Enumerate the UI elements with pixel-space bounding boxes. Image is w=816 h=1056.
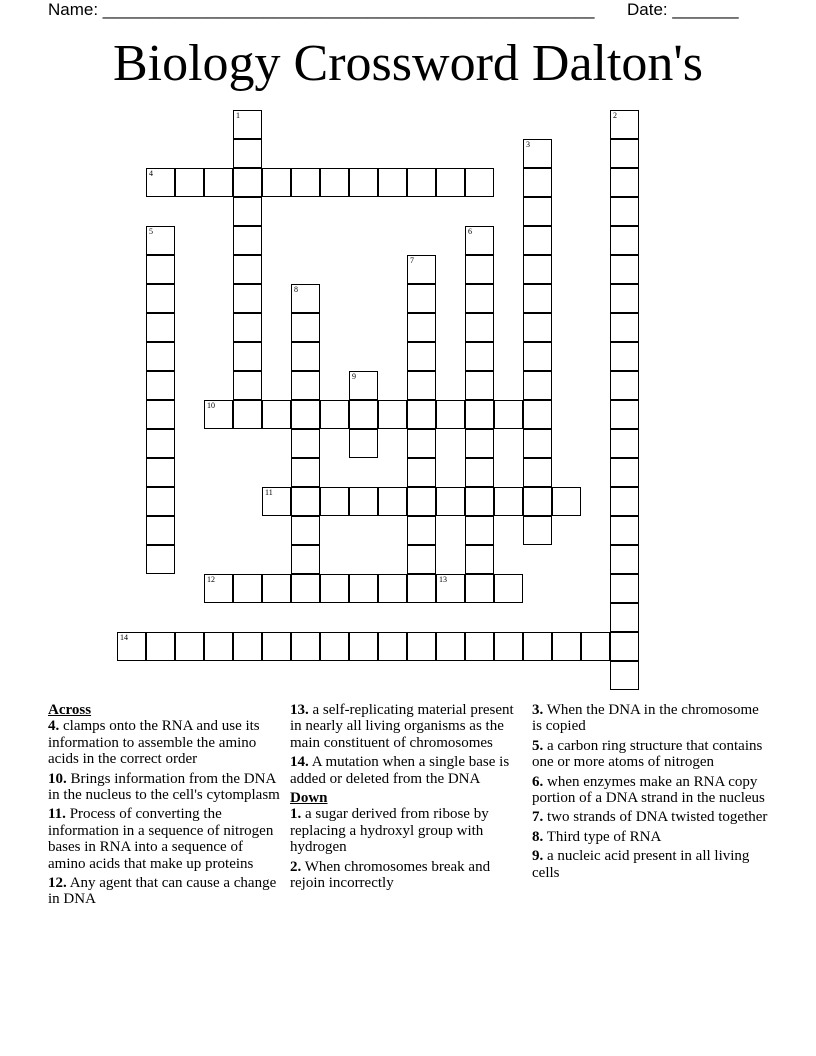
crossword-cell[interactable] (262, 168, 291, 197)
crossword-cell[interactable] (465, 371, 494, 400)
crossword-cell[interactable] (262, 574, 291, 603)
crossword-cell[interactable] (291, 371, 320, 400)
crossword-cell[interactable] (233, 168, 262, 197)
clue-down-2: 2. When chromosomes break and rejoin incorrectly (290, 858, 491, 892)
crossword-cell[interactable] (436, 574, 465, 603)
crossword-cell[interactable] (610, 313, 639, 342)
clue-column-3 (532, 702, 768, 884)
crossword-cell[interactable] (610, 284, 639, 313)
crossword-cell[interactable] (233, 632, 262, 661)
clue-column-1 (48, 702, 284, 911)
crossword-cell[interactable] (262, 487, 291, 516)
clue-across-13: 13. a self-replicating material present in nearly all living organisms as the main constituent of chromosomes (290, 702, 514, 751)
crossword-cell[interactable] (146, 371, 175, 400)
clue-across-11: 11. Process of converting the information in a sequence of nitrogen bases in RNA into a sequence of amino acids that make up proteins (48, 806, 274, 872)
crossword-cell[interactable] (204, 632, 233, 661)
cell-number: 7 (410, 256, 414, 265)
crossword-cell[interactable] (494, 400, 523, 429)
crossword-cell[interactable] (291, 574, 320, 603)
crossword-cell[interactable] (581, 632, 610, 661)
crossword-cell[interactable] (146, 255, 175, 284)
crossword-cell[interactable] (291, 342, 320, 371)
clue-across-10: 10. Brings information from the DNA in the nucleus to the cell's cytomplasm (48, 770, 280, 804)
crossword-cell[interactable] (320, 487, 349, 516)
crossword-cell[interactable] (349, 168, 378, 197)
crossword-cell[interactable] (349, 371, 378, 400)
crossword-cell[interactable] (465, 284, 494, 313)
crossword-cell[interactable] (291, 632, 320, 661)
across-heading: Across (48, 702, 92, 718)
crossword-cell[interactable] (204, 574, 233, 603)
crossword-cell[interactable] (291, 458, 320, 487)
crossword-cell[interactable] (610, 400, 639, 429)
clue-down-6: 6. when enzymes make an RNA copy portion of a DNA strand in the nucleus (532, 773, 765, 807)
crossword-cell[interactable] (436, 487, 465, 516)
crossword-cell[interactable] (610, 458, 639, 487)
crossword-cell[interactable] (320, 168, 349, 197)
crossword-cell[interactable] (523, 168, 552, 197)
crossword-cell[interactable] (552, 632, 581, 661)
crossword-cell[interactable] (465, 429, 494, 458)
crossword-cell[interactable] (610, 226, 639, 255)
crossword-cell[interactable] (465, 516, 494, 545)
clue-down-5: 5. a carbon ring structure that contains one or more atoms of nitrogen (532, 737, 763, 771)
crossword-cell[interactable] (146, 487, 175, 516)
crossword-cell[interactable] (610, 197, 639, 226)
crossword-cell[interactable] (610, 168, 639, 197)
crossword-cell[interactable] (552, 487, 581, 516)
crossword-cell[interactable] (233, 400, 262, 429)
crossword-cell[interactable] (523, 255, 552, 284)
down-heading: Down (290, 790, 328, 807)
cell-number: 4 (149, 169, 153, 178)
crossword-cell[interactable] (349, 487, 378, 516)
crossword-cell[interactable] (465, 313, 494, 342)
cell-number: 2 (613, 111, 617, 120)
crossword-cell[interactable] (436, 632, 465, 661)
crossword-cell[interactable] (407, 168, 436, 197)
crossword-cell[interactable] (523, 371, 552, 400)
crossword-cell[interactable] (233, 139, 262, 168)
cell-number: 10 (207, 401, 215, 410)
crossword-cell[interactable] (233, 342, 262, 371)
crossword-cell[interactable] (291, 429, 320, 458)
crossword-cell[interactable] (465, 400, 494, 429)
cell-number: 8 (294, 285, 298, 294)
crossword-cell[interactable] (523, 226, 552, 255)
crossword-cell[interactable] (146, 342, 175, 371)
crossword-cell[interactable] (291, 400, 320, 429)
crossword-cell[interactable] (291, 284, 320, 313)
crossword-cell[interactable] (465, 255, 494, 284)
crossword-cell[interactable] (610, 661, 639, 690)
crossword-cell[interactable] (465, 487, 494, 516)
crossword-cell[interactable] (175, 168, 204, 197)
cell-number: 12 (207, 575, 215, 584)
crossword-cell[interactable] (523, 429, 552, 458)
crossword-cell[interactable] (262, 400, 291, 429)
clue-across-14: 14. A mutation when a single base is added or deleted from the DNA (290, 754, 510, 787)
crossword-cell[interactable] (407, 545, 436, 574)
crossword-cell[interactable] (465, 632, 494, 661)
clue-across-12: 12. Any agent that can cause a change in DNA (48, 875, 277, 908)
crossword-cell[interactable] (146, 429, 175, 458)
crossword-cell[interactable] (407, 342, 436, 371)
crossword-cell[interactable] (436, 168, 465, 197)
crossword-cell[interactable] (320, 574, 349, 603)
crossword-cell[interactable] (407, 458, 436, 487)
cell-number: 9 (352, 372, 356, 381)
crossword-cell[interactable] (523, 632, 552, 661)
crossword-cell[interactable] (610, 574, 639, 603)
crossword-cell[interactable] (146, 516, 175, 545)
crossword-cell[interactable] (233, 110, 262, 139)
crossword-cell[interactable] (233, 284, 262, 313)
crossword-cell[interactable] (523, 400, 552, 429)
crossword-cell[interactable] (610, 139, 639, 168)
crossword-cell[interactable] (610, 487, 639, 516)
date-field-label: Date: _______ (627, 0, 739, 19)
crossword-cell[interactable] (349, 400, 378, 429)
crossword-cell[interactable] (233, 574, 262, 603)
cell-number: 11 (265, 488, 273, 497)
name-field-label: Name: ____________________________________________________ (48, 0, 595, 19)
clue-down-7: 7. two strands of DNA twisted together (532, 809, 768, 826)
crossword-cell[interactable] (117, 632, 146, 661)
crossword-cell[interactable] (523, 516, 552, 545)
crossword-cell[interactable] (494, 574, 523, 603)
crossword-cell[interactable] (610, 516, 639, 545)
cell-number: 1 (236, 111, 240, 120)
crossword-cell[interactable] (146, 313, 175, 342)
crossword-cell[interactable] (494, 632, 523, 661)
crossword-cell[interactable] (465, 458, 494, 487)
crossword-cell[interactable] (320, 632, 349, 661)
clue-across-4: 4. clamps onto the RNA and use its information to assemble the amino acids in the correct order (48, 718, 260, 768)
clue-column-2 (290, 702, 526, 894)
crossword-cell[interactable] (349, 632, 378, 661)
cell-number: 3 (526, 140, 530, 149)
crossword-cell[interactable] (233, 255, 262, 284)
crossword-cell[interactable] (523, 313, 552, 342)
crossword-cell[interactable] (291, 313, 320, 342)
crossword-cell[interactable] (233, 371, 262, 400)
crossword-cell[interactable] (407, 255, 436, 284)
crossword-cell[interactable] (146, 226, 175, 255)
crossword-cell[interactable] (610, 545, 639, 574)
page-title: Biology Crossword Dalton's (112, 35, 704, 92)
crossword-cell[interactable] (407, 313, 436, 342)
crossword-cell[interactable] (204, 400, 233, 429)
crossword-cell[interactable] (407, 284, 436, 313)
crossword-cell[interactable] (146, 284, 175, 313)
crossword-cell[interactable] (494, 487, 523, 516)
crossword-cell[interactable] (378, 632, 407, 661)
crossword-cell[interactable] (291, 545, 320, 574)
crossword-cell[interactable] (465, 226, 494, 255)
clue-down-3: 3. When the DNA in the chromosome is copied (532, 702, 759, 735)
crossword-cell[interactable] (523, 139, 552, 168)
clue-down-9: 9. a nucleic acid present in all living cells (532, 848, 750, 881)
crossword-cell[interactable] (146, 400, 175, 429)
crossword-cell[interactable] (291, 168, 320, 197)
crossword-cell[interactable] (262, 632, 291, 661)
crossword-cell[interactable] (436, 400, 465, 429)
crossword-cell[interactable] (523, 284, 552, 313)
crossword-cell[interactable] (378, 574, 407, 603)
crossword-cell[interactable] (146, 632, 175, 661)
crossword-cell[interactable] (146, 168, 175, 197)
clue-down-8: 8. Third type of RNA (532, 828, 662, 845)
crossword-cell[interactable] (465, 574, 494, 603)
crossword-cell[interactable] (407, 429, 436, 458)
crossword-cell[interactable] (146, 458, 175, 487)
crossword-cell[interactable] (407, 516, 436, 545)
crossword-cell[interactable] (610, 603, 639, 632)
cell-number: 13 (439, 575, 447, 584)
crossword-cell[interactable] (204, 168, 233, 197)
crossword-cell[interactable] (610, 110, 639, 139)
crossword-cell[interactable] (146, 545, 175, 574)
crossword-cell[interactable] (378, 487, 407, 516)
crossword-cell[interactable] (523, 197, 552, 226)
crossword-cell[interactable] (320, 400, 349, 429)
crossword-cell[interactable] (407, 371, 436, 400)
crossword-cell[interactable] (175, 632, 204, 661)
crossword-cell[interactable] (233, 197, 262, 226)
crossword-cell[interactable] (523, 487, 552, 516)
crossword-cell[interactable] (407, 400, 436, 429)
crossword-cell[interactable] (291, 516, 320, 545)
crossword-cell[interactable] (407, 632, 436, 661)
crossword-cell[interactable] (349, 574, 378, 603)
crossword-cell[interactable] (610, 429, 639, 458)
crossword-cell[interactable] (349, 429, 378, 458)
crossword-cell[interactable] (465, 168, 494, 197)
crossword-cell[interactable] (465, 342, 494, 371)
crossword-cell[interactable] (523, 342, 552, 371)
clue-down-1: 1. a sugar derived from ribose by replacing a hydroxyl group with hydrogen (290, 806, 489, 856)
crossword-cell[interactable] (407, 574, 436, 603)
crossword-cell[interactable] (233, 313, 262, 342)
cell-number: 14 (120, 633, 128, 642)
cell-number: 5 (149, 227, 153, 236)
crossword-cell[interactable] (378, 168, 407, 197)
crossword-cell[interactable] (233, 226, 262, 255)
crossword-cell[interactable] (610, 632, 639, 661)
crossword-cell[interactable] (610, 255, 639, 284)
crossword-cell[interactable] (378, 400, 407, 429)
crossword-cell[interactable] (465, 545, 494, 574)
crossword-cell[interactable] (291, 487, 320, 516)
crossword-cell[interactable] (610, 342, 639, 371)
cell-number: 6 (468, 227, 472, 236)
crossword-cell[interactable] (523, 458, 552, 487)
crossword-cell[interactable] (610, 371, 639, 400)
crossword-cell[interactable] (407, 487, 436, 516)
